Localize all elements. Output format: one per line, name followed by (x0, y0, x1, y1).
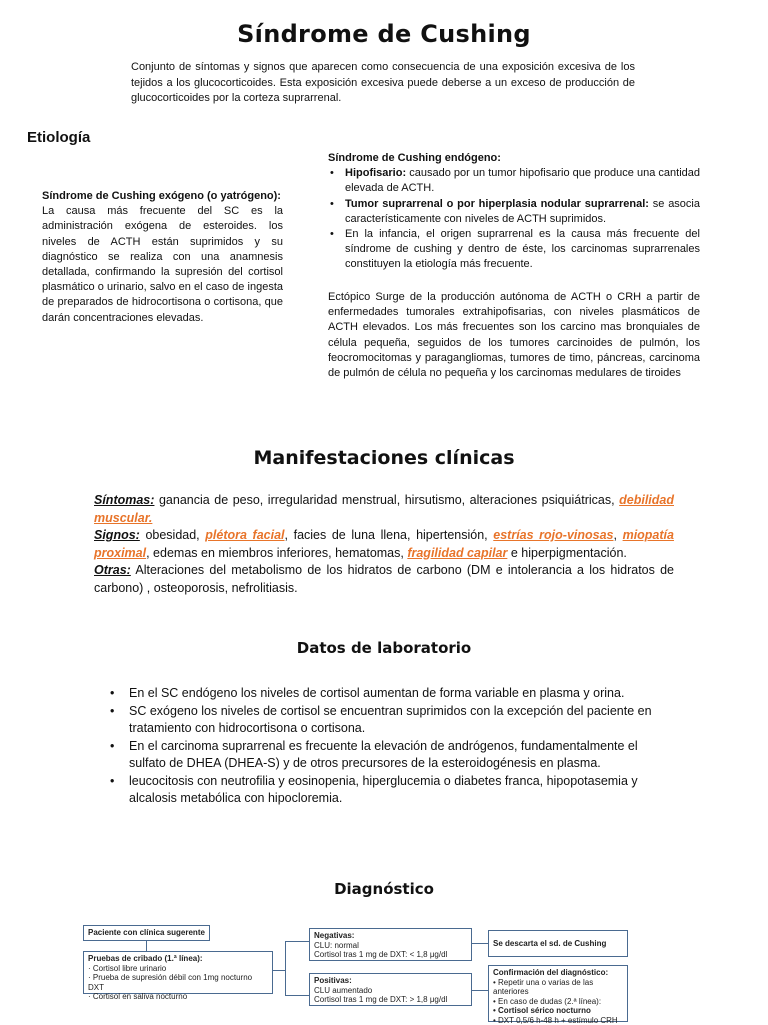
ectopico-paragraph: Ectópico Surge de la producción autónoma de ACTH o CRH a partir de enfermedades tumorales extrahipofisarias, con niveles plasmáticos de ACTH elevados. Los más frecuentes son los carcino mas bronquiales de célula pequeña, seguidos de los tumores carcinoides de pulmón, los feocromocitomas y paragangliomas, tumores de timo, páncreas, carcinoma de pulmón de célula no pequeña y los carcinomas medulares de tiroides (328, 291, 700, 380)
intro-paragraph: Conjunto de síntomas y signos que aparecen como consecuencia de una exposición excesiva de los tejidos a los glucocorticoides. Esta exposición excesiva puede deberse a un exceso de producción de glucocorticoides por la corteza suprarrenal. (131, 61, 635, 104)
manifestaciones-text: Síntomas: ganancia de peso, irregularidad menstrual, hirsutismo, alteraciones psiquiátricas, debilidad muscular. Signos: obesidad, plétora facial, facies de luna llena, hipertensión, estrías rojo-vinosas, miopatía proximal, edemas en miembros inferiores, hematomas, fragilidad capilar e hiperpigmentación. Otras: Alteraciones del metabolismo de los hidratos de carbono (DM e intolerancia a los hidratos de carbono) , osteoporosis, nefrolitiasis. (94, 493, 674, 595)
highlight-term: debilidad muscular. (94, 493, 674, 525)
flow-box-negativas: Negativas: CLU: normal Cortisol tras 1 mg de DXT: < 1,8 μg/dl (309, 928, 472, 961)
flow-connector (273, 970, 285, 971)
list-item: • Tumor suprarrenal o por hiperplasia nodular suprarrenal: se asocia característicamente con niveles de ACTH suprimidos. (328, 197, 700, 227)
list-item: • En el SC endógeno los niveles de cortisol aumentan de forma variable en plasma y orina. (110, 685, 662, 703)
highlight-term: estrías rojo-vinosas (493, 528, 614, 542)
flow-arrow (472, 943, 488, 944)
manifestaciones-heading: Manifestaciones clínicas (253, 447, 515, 469)
endogeno-list (328, 166, 700, 272)
etiologia-heading: Etiología (27, 129, 91, 146)
endogeno-title: Síndrome de Cushing endógeno: (328, 152, 501, 164)
diagnostico-heading: Diagnóstico (334, 880, 434, 898)
flow-box-paciente: Paciente con clínica sugerente (83, 925, 210, 941)
exogeno-text: La causa más frecuente del SC es la administración exógena de esteroides. los niveles de ACTH están suprimidos y su diagnóstico se realiza con una anamnesis detallada, confirmando la supresión del cortisol plasmático o urinario, salvo en el caso de ingesta de preparados de hidrocortisona o cortisona, que darán concentraciones elevadas. (42, 205, 283, 324)
flow-box-confirmacion: Confirmación del diagnóstico: • Repetir una o varias de las anteriores • En caso de dudas (2.ª línea): • Cortisol sérico nocturno • DXT 0,5/6 h-48 h + estímulo CRH (488, 965, 628, 1022)
flow-box-cribado: Pruebas de cribado (1.ª línea): · Cortisol libre urinario · Prueba de supresión débil con 1mg nocturno DXT · Cortisol en saliva nocturno (83, 951, 273, 994)
laboratorio-list (110, 685, 662, 808)
exogeno-title: Síndrome de Cushing exógeno (o yatrógeno): (42, 190, 281, 202)
list-item: • Hipofisario: causado por un tumor hipofisario que produce una cantidad elevada de ACTH. (328, 166, 700, 196)
flow-box-descarta: Se descarta el sd. de Cushing (488, 930, 628, 957)
flow-connector (285, 941, 286, 996)
list-item: • SC exógeno los niveles de cortisol se encuentran suprimidos con la excepción del paciente en tratamiento con hidrocortisona o cortisona. (110, 703, 662, 738)
list-item: • leucocitosis con neutrofilia y eosinopenia, hiperglucemia o diabetes franca, hipopotasemia y alcalosis metabólica con hipocloremia. (110, 773, 662, 808)
list-item: • En el carcinoma suprarrenal es frecuente la elevación de andrógenos, fundamentalmente el sulfato de DHEA (DHEA-S) y de otros precursores de la esteroidogénesis en plasma. (110, 738, 662, 773)
list-item: • En la infancia, el origen suprarrenal es la causa más frecuente del síndrome de cushing y dentro de éste, los carcinomas suprarrenales constituyen la etiología más frecuente. (328, 227, 700, 273)
sintomas-label: Síntomas: (94, 493, 155, 507)
laboratorio-heading: Datos de laboratorio (296, 639, 472, 657)
exogeno-section (42, 189, 283, 326)
highlight-term: fragilidad capilar (407, 545, 508, 560)
highlight-term: miopatía proximal (94, 528, 674, 560)
highlight-term: plétora facial (205, 528, 285, 542)
otras-label: Otras: (94, 563, 131, 577)
flow-arrow (285, 941, 309, 942)
diagnostic-flowchart (80, 920, 640, 1024)
flow-arrow (472, 990, 488, 991)
flow-box-positivas: Positivas: CLU aumentado Cortisol tras 1 mg de DXT: > 1,8 μg/dl (309, 973, 472, 1006)
flow-connector (146, 941, 147, 951)
endogeno-section (328, 151, 700, 273)
flow-arrow (285, 995, 309, 996)
page-title: Síndrome de Cushing (237, 20, 531, 48)
signos-label: Signos: (94, 528, 140, 542)
